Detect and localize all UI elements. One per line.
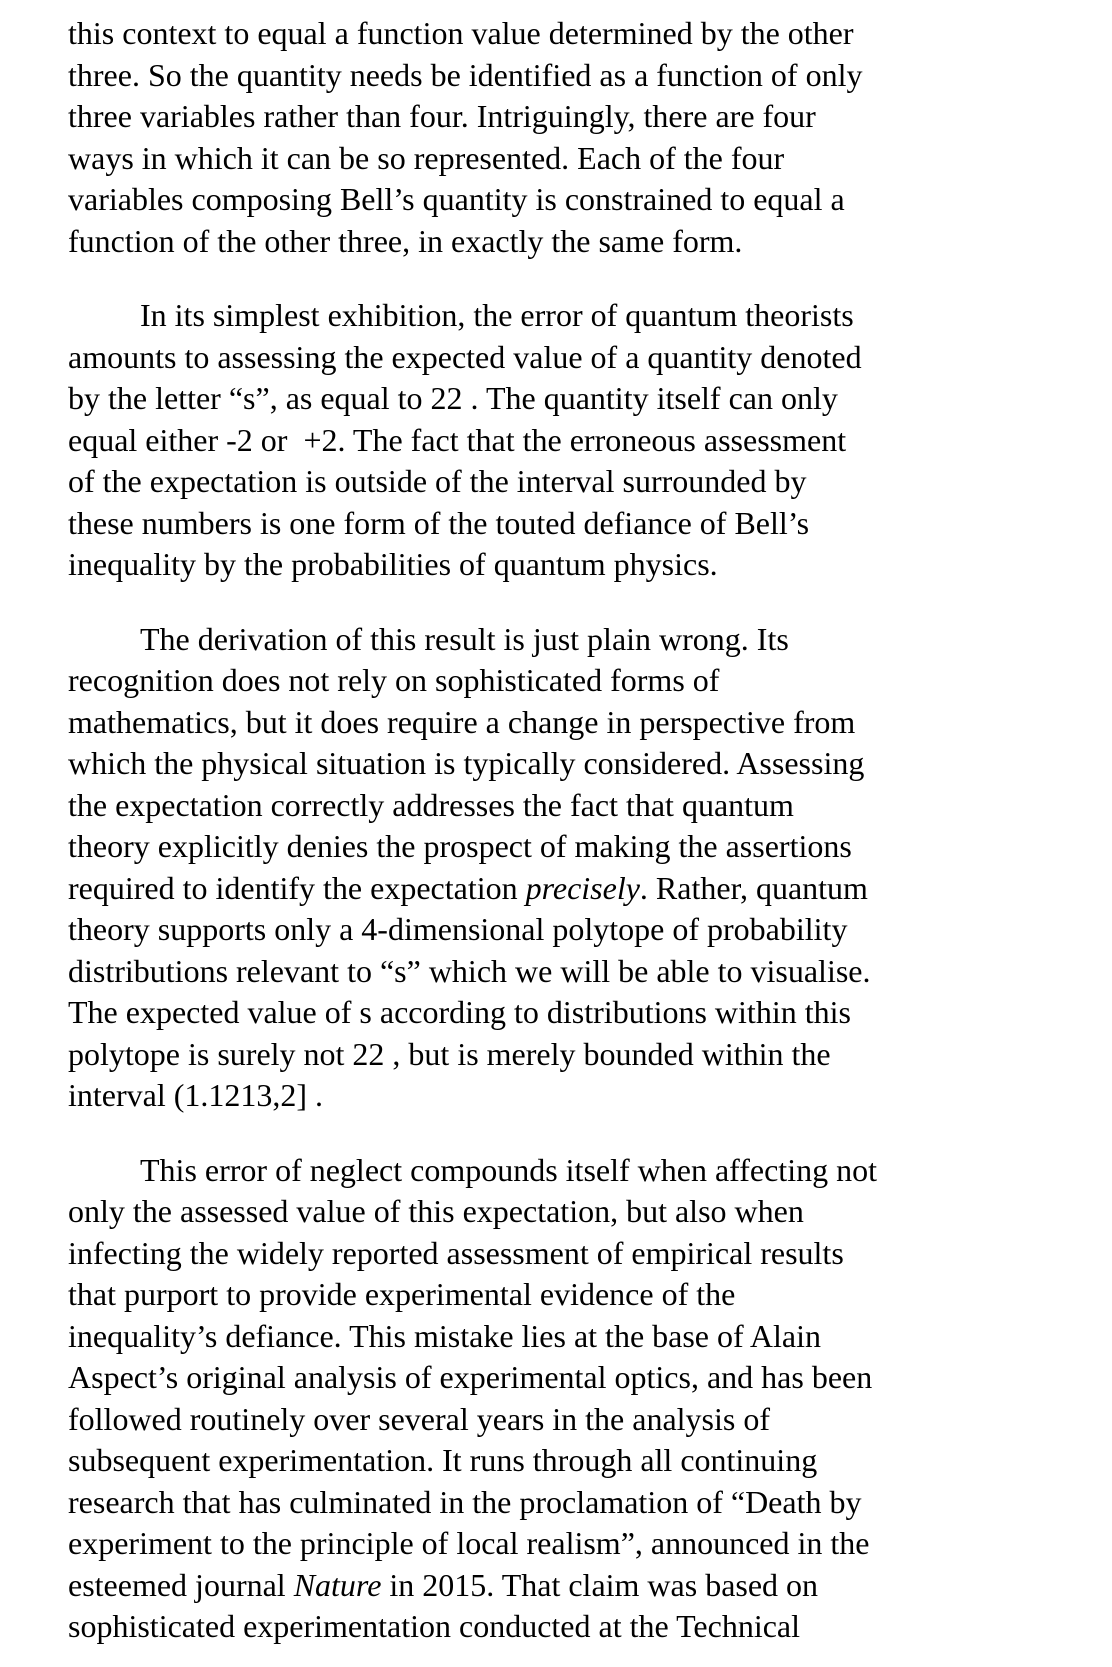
text-line bbox=[68, 743, 1048, 785]
text-run: inequality by the probabilities of quantum physics. bbox=[68, 546, 718, 582]
text-run: followed routinely over several years in the analysis of bbox=[68, 1400, 770, 1437]
text-line bbox=[68, 868, 1048, 910]
text-run: research that has culminated in the proclamation of “Death by bbox=[68, 1483, 862, 1520]
text-run: variables composing Bell’s quantity is constrained to equal a bbox=[68, 181, 845, 217]
text-line bbox=[68, 544, 1048, 586]
text-line bbox=[68, 337, 1048, 379]
text-run: that purport to provide experimental evidence of the bbox=[68, 1276, 736, 1312]
text-line bbox=[68, 55, 1048, 97]
text-run: inequality’s defiance. This mistake lies at the base of Alain bbox=[68, 1317, 821, 1354]
text-line bbox=[68, 785, 1048, 827]
text-line bbox=[68, 1150, 1048, 1192]
text-line bbox=[68, 909, 1048, 951]
paragraph bbox=[68, 295, 1048, 586]
text-line bbox=[68, 1440, 1048, 1482]
text-line bbox=[68, 96, 1048, 138]
text-line bbox=[68, 660, 1048, 702]
text-line bbox=[68, 1034, 1048, 1076]
text-line bbox=[68, 13, 1048, 55]
text-run: function of the other three, in exactly the same form. bbox=[68, 222, 743, 259]
text-run: equal either -2 or +2. The fact that the erroneous assessment bbox=[68, 421, 847, 458]
text-line bbox=[68, 1606, 1048, 1648]
text-run: esteemed journal bbox=[68, 1566, 294, 1603]
text-column bbox=[68, 13, 1048, 1648]
italic-text-run: Nature bbox=[293, 1566, 382, 1603]
text-run: three. So the quantity needs be identified as a function of only bbox=[68, 56, 863, 93]
paragraph bbox=[68, 1150, 1048, 1648]
text-run: amounts to assessing the expected value of a quantity denoted bbox=[68, 338, 862, 375]
text-run: theory explicitly denies the prospect of making the assertions bbox=[68, 828, 852, 864]
text-run: interval (1.1213,2] . bbox=[68, 1077, 324, 1113]
text-line bbox=[68, 1316, 1048, 1358]
text-line bbox=[68, 1075, 1048, 1117]
text-run: infecting the widely reported assessment of empirical results bbox=[68, 1234, 844, 1271]
text-line bbox=[68, 420, 1048, 462]
text-line bbox=[68, 378, 1048, 420]
text-line bbox=[68, 138, 1048, 180]
text-line bbox=[68, 1482, 1048, 1524]
text-line bbox=[68, 1233, 1048, 1275]
text-run: theory supports only a 4-dimensional polytope of probability bbox=[68, 911, 848, 947]
text-run: In its simplest exhibition, the error of quantum theorists bbox=[140, 297, 854, 333]
text-run: Aspect’s original analysis of experimental optics, and has been bbox=[68, 1359, 873, 1395]
text-line bbox=[68, 179, 1048, 221]
text-run: three variables rather than four. Intriguingly, there are four bbox=[68, 98, 816, 134]
text-line bbox=[68, 221, 1048, 263]
text-run: the expectation correctly addresses the fact that quantum bbox=[68, 786, 794, 823]
text-run: required to identify the expectation bbox=[68, 869, 526, 906]
text-run: The expected value of s according to distributions within this bbox=[68, 994, 851, 1030]
text-line bbox=[68, 1523, 1048, 1565]
text-line bbox=[68, 951, 1048, 993]
text-run: ways in which it can be so represented. Each of the four bbox=[68, 139, 785, 176]
text-line bbox=[68, 1565, 1048, 1607]
text-line bbox=[68, 295, 1048, 337]
text-line bbox=[68, 826, 1048, 868]
text-run: by the letter “s”, as equal to 22 . The quantity itself can only bbox=[68, 380, 838, 416]
text-run: in 2015. That claim was based on bbox=[381, 1566, 819, 1603]
paragraph bbox=[68, 619, 1048, 1117]
text-run: subsequent experimentation. It runs through all continuing bbox=[68, 1442, 818, 1478]
text-run: only the assessed value of this expectation, but also when bbox=[68, 1193, 804, 1229]
text-run: This error of neglect compounds itself when affecting not bbox=[140, 1151, 877, 1188]
text-line bbox=[68, 1357, 1048, 1399]
text-run: sophisticated experimentation conducted at the Technical bbox=[68, 1608, 801, 1644]
text-line bbox=[68, 1191, 1048, 1233]
text-run: mathematics, but it does require a change in perspective from bbox=[68, 703, 856, 740]
text-line bbox=[68, 503, 1048, 545]
text-line bbox=[68, 702, 1048, 744]
text-line bbox=[68, 461, 1048, 503]
paragraph bbox=[68, 13, 1048, 262]
text-line bbox=[68, 992, 1048, 1034]
text-line bbox=[68, 1274, 1048, 1316]
text-run: polytope is surely not 22 , but is merely bounded within the bbox=[68, 1035, 831, 1072]
text-run: recognition does not rely on sophisticated forms of bbox=[68, 662, 720, 698]
text-line bbox=[68, 1399, 1048, 1441]
text-line bbox=[68, 619, 1048, 661]
text-run: this context to equal a function value determined by the other bbox=[68, 15, 854, 51]
text-run: The derivation of this result is just plain wrong. Its bbox=[140, 620, 789, 657]
italic-text-run: precisely bbox=[525, 869, 640, 906]
text-run: experiment to the principle of local realism”, announced in the bbox=[68, 1525, 870, 1561]
text-run: these numbers is one form of the touted defiance of Bell’s bbox=[68, 504, 810, 541]
text-run: . Rather, quantum bbox=[639, 869, 868, 906]
text-run: which the physical situation is typically considered. Assessing bbox=[68, 745, 865, 781]
text-run: of the expectation is outside of the interval surrounded by bbox=[68, 463, 807, 499]
text-run: distributions relevant to “s” which we will be able to visualise. bbox=[68, 952, 871, 989]
